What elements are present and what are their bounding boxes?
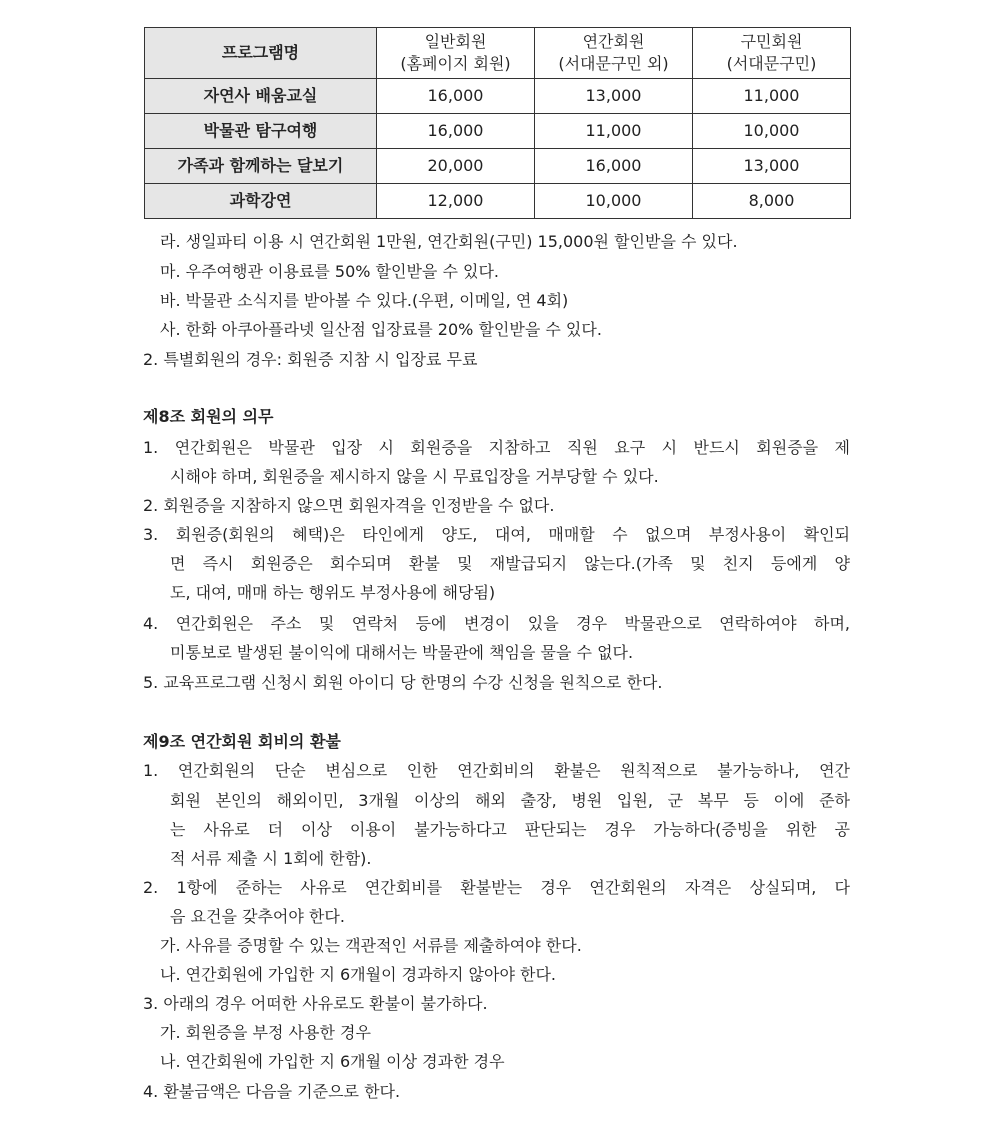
program-name-cell: 과학강연 — [145, 184, 377, 219]
article-9-item-1-line: 는 사유로 더 이상 이용이 불가능하다고 판단되는 경우 가능하다(증빙을 위한 공 — [170, 820, 850, 839]
program-name-cell: 가족과 함께하는 달보기 — [145, 149, 377, 184]
article-9-item-1-line: 1. 연간회원의 단순 변심으로 인한 연간회비의 환불은 원칙적으로 불가능하나, 연간 — [143, 761, 850, 780]
fee-cell: 8,000 — [693, 184, 851, 219]
article-8-item-2: 2. 회원증을 지참하지 않으면 회원자격을 인정받을 수 없다. — [143, 496, 555, 515]
fee-cell: 16,000 — [377, 114, 535, 149]
benefit-item: 바. 박물관 소식지를 받아볼 수 있다.(우편, 이메일, 연 4회) — [160, 291, 569, 310]
article-8-item-3-line: 면 즉시 회원증은 회수되며 환불 및 재발급되지 않는다.(가족 및 친지 등에게 양 — [170, 554, 850, 573]
article-8-title: 제8조 회원의 의무 — [143, 407, 274, 426]
fee-cell: 11,000 — [535, 114, 693, 149]
article-8-item-1-line: 시해야 하며, 회원증을 제시하지 않을 시 무료입장을 거부당할 수 있다. — [170, 467, 659, 486]
header-annual-member: 연간회원 (서대문구민 외) — [535, 28, 693, 79]
article-9-item-2-subitem: 가. 사유를 증명할 수 있는 객관적인 서류를 제출하여야 한다. — [160, 936, 582, 955]
fee-cell: 16,000 — [377, 79, 535, 114]
membership-fee-table — [144, 27, 851, 219]
program-name-cell: 박물관 탐구여행 — [145, 114, 377, 149]
article-9-title: 제9조 연간회원 회비의 환불 — [143, 732, 341, 751]
fee-cell: 13,000 — [693, 149, 851, 184]
table-row — [145, 184, 851, 219]
fee-cell: 20,000 — [377, 149, 535, 184]
header-resident-member: 구민회원 (서대문구민) — [693, 28, 851, 79]
article-8-item-1-line: 1. 연간회원은 박물관 입장 시 회원증을 지참하고 직원 요구 시 반드시 회원증을 제 — [143, 438, 850, 457]
benefit-item: 라. 생일파티 이용 시 연간회원 1만원, 연간회원(구민) 15,000원 할인받을 수 있다. — [160, 232, 738, 251]
header-general-member: 일반회원 (홈페이지 회원) — [377, 28, 535, 79]
program-name-cell: 자연사 배움교실 — [145, 79, 377, 114]
fee-cell: 11,000 — [693, 79, 851, 114]
table-header-row — [145, 28, 851, 79]
fee-cell: 13,000 — [535, 79, 693, 114]
fee-cell: 10,000 — [693, 114, 851, 149]
article-8-item-4-line: 미통보로 발생된 불이익에 대해서는 박물관에 책임을 물을 수 없다. — [170, 643, 634, 662]
fee-cell: 16,000 — [535, 149, 693, 184]
table-row — [145, 149, 851, 184]
special-member-note: 2. 특별회원의 경우: 회원증 지참 시 입장료 무료 — [143, 350, 478, 369]
table-row — [145, 114, 851, 149]
header-program-name: 프로그램명 — [145, 28, 377, 79]
article-8-item-3-line: 도, 대여, 매매 하는 행위도 부정사용에 해당됨) — [170, 583, 496, 602]
article-9-item-2-line: 2. 1항에 준하는 사유로 연간회비를 환불받는 경우 연간회원의 자격은 상실되며, 다 — [143, 878, 850, 897]
fee-cell: 10,000 — [535, 184, 693, 219]
article-9-item-2-line: 음 요건을 갖추어야 한다. — [170, 907, 345, 926]
benefit-item: 마. 우주여행관 이용료를 50% 할인받을 수 있다. — [160, 262, 500, 281]
article-8-item-4-line: 4. 연간회원은 주소 및 연락처 등에 변경이 있을 경우 박물관으로 연락하여야 하며, — [143, 614, 850, 633]
article-9-item-3: 3. 아래의 경우 어떠한 사유로도 환불이 불가하다. — [143, 994, 488, 1013]
article-8-item-5: 5. 교육프로그램 신청시 회원 아이디 당 한명의 수강 신청을 원칙으로 한다. — [143, 673, 663, 692]
article-8-item-3-line: 3. 회원증(회원의 혜택)은 타인에게 양도, 대여, 매매할 수 없으며 부정사용이 확인되 — [143, 525, 850, 544]
article-9-item-3-subitem: 가. 회원증을 부정 사용한 경우 — [160, 1023, 371, 1042]
article-9-item-4: 4. 환불금액은 다음을 기준으로 한다. — [143, 1082, 401, 1101]
article-9-item-3-subitem: 나. 연간회원에 가입한 지 6개월 이상 경과한 경우 — [160, 1052, 505, 1071]
article-9-item-2-subitem: 나. 연간회원에 가입한 지 6개월이 경과하지 않아야 한다. — [160, 965, 556, 984]
article-9-item-1-line: 회원 본인의 해외이민, 3개월 이상의 해외 출장, 병원 입원, 군 복무 등 이에 준하 — [170, 791, 850, 810]
table-row — [145, 79, 851, 114]
benefit-item: 사. 한화 아쿠아플라넷 일산점 입장료를 20% 할인받을 수 있다. — [160, 320, 602, 339]
fee-cell: 12,000 — [377, 184, 535, 219]
article-9-item-1-line: 적 서류 제출 시 1회에 한함). — [170, 849, 372, 868]
